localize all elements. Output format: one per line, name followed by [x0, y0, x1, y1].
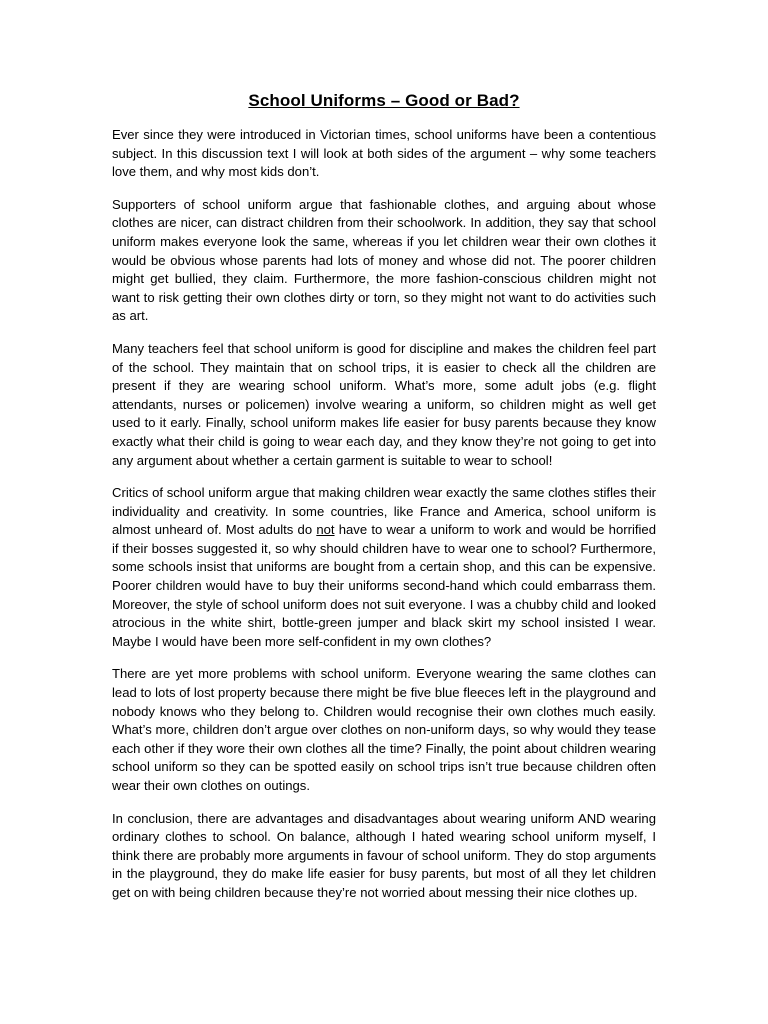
emphasized-word: not [316, 522, 335, 538]
paragraph-more-problems: There are yet more problems with school uniform. Everyone wearing the same clothes can lead to lots of lost property because there might be five blue fleeces left in the playground and nobody knows who they belong to. Children would recognise their own clothes much easily. What’s more, children don’t argue over clothes on non-uniform days, so why would they tease each other if they wore their own clothes all the time? Finally, the point about children wearing school uniform so they can be spotted easily on school trips isn’t true because children often wear their own clothes on outings. [112, 666, 656, 793]
paragraph-teachers: Many teachers feel that school uniform is good for discipline and makes the children feel part of the school. They maintain that on school trips, it is easier to check all the children are present if they are wearing school uniform. What’s more, some adult jobs (e.g. flight attendants, nurses or policemen) involve wearing a uniform, so children might as well get used to it early. Finally, school uniform makes life easier for busy parents because they know exactly what their child is going to wear each day, and they know they’re not going to get into any argument about whether a certain garment is suitable to wear to school! [112, 340, 656, 468]
paragraph-supporters: Supporters of school uniform argue that fashionable clothes, and arguing about whose clothes are nicer, can distract children from their schoolwork. In addition, they say that school uniform makes everyone look the same, whereas if you let children wear their own clothes it would be obvious whose parents had lots of money and whose did not. The poorer children might get bullied, they claim. Furthermore, the more fashion-conscious children might not want to risk getting their own clothes dirty or torn, so they might not want to do activities such as art. [112, 196, 656, 324]
document-title: School Uniforms – Good or Bad? [248, 91, 520, 110]
document-body [112, 126, 656, 917]
paragraph-critics [112, 484, 656, 651]
paragraph-introduction: Ever since they were introduced in Victorian times, school uniforms have been a contentious subject. In this discussion text I will look at both sides of the argument – why some teachers love them, and why most kids don’t. [112, 127, 656, 180]
paragraph-critics-part-1: Critics of school uniform argue that making children wear exactly the same clothes stifles their individuality and creativity. In some countries, like France and America, school uniform is almost unheard of. Most adults do [112, 485, 656, 538]
paragraph-conclusion: In conclusion, there are advantages and disadvantages about wearing uniform AND wearing ordinary clothes to school. On balance, although I hated wearing school uniform myself, I think there are probably more arguments in favour of school uniform. They do stop arguments in the playground, they do make life easier for busy parents, but most of all they let children get on with being children because they’re not worried about messing their nice clothes up. [112, 810, 656, 900]
paragraph-critics-part-2: have to wear a uniform to work and would be horrified if their bosses suggested it, so why should children have to wear one to school? Furthermore, some schools insist that uniforms are bought from a certain shop, and this can be expensive. Poorer children would have to buy their uniforms second-hand which could embarrass them. Moreover, the style of school uniform does not suit everyone. I was a chubby child and looked atrocious in the white shirt, bottle-green jumper and black skirt my school insisted I wear. Maybe I would have been more self-confident in my own clothes? [112, 522, 656, 649]
